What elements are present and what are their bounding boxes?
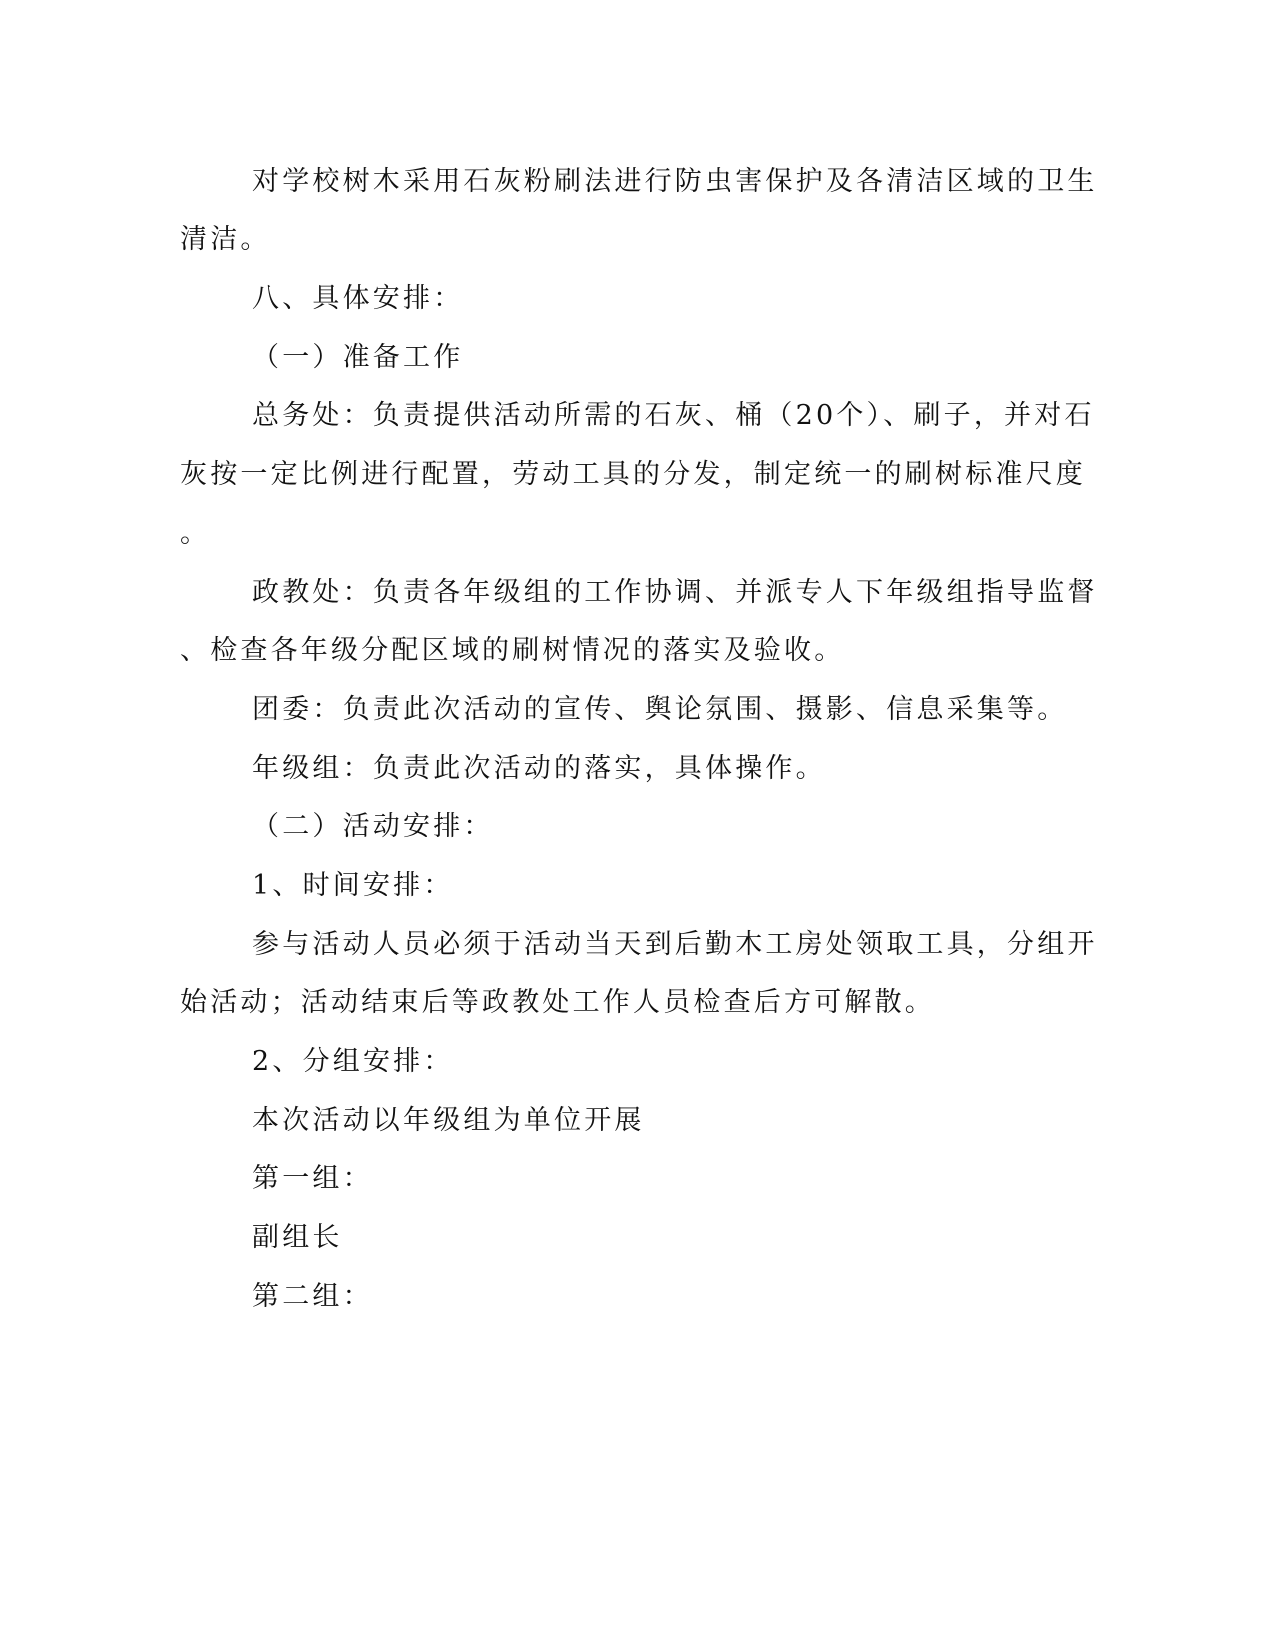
list-heading: 1、时间安排： bbox=[252, 870, 454, 901]
paragraph-line: 团委：负责此次活动的宣传、舆论氛围、摄影、信息采集等。 bbox=[252, 694, 1068, 725]
paragraph-line: 总务处：负责提供活动所需的石灰、桶（20个）、刷子，并对石 bbox=[252, 400, 1095, 431]
paragraph-line: 灰按一定比例进行配置，劳动工具的分发，制定统一的刷树标准尺度 bbox=[180, 459, 1086, 490]
group-role: 副组长 bbox=[252, 1222, 343, 1253]
paragraph-line: 清洁。 bbox=[180, 224, 271, 255]
group-label: 第一组： bbox=[252, 1163, 373, 1194]
paragraph-line: 始活动；活动结束后等政教处工作人员检查后方可解散。 bbox=[180, 987, 935, 1018]
paragraph-line: 本次活动以年级组为单位开展 bbox=[252, 1105, 645, 1136]
subsection-heading: （二）活动安排： bbox=[252, 811, 494, 842]
paragraph-line: 参与活动人员必须于活动当天到后勤木工房处领取工具，分组开 bbox=[252, 929, 1098, 960]
group-label: 第二组： bbox=[252, 1281, 373, 1312]
section-heading: 八、具体安排： bbox=[252, 283, 464, 314]
subsection-heading: （一）准备工作 bbox=[252, 342, 464, 373]
paragraph-line: 政教处：负责各年级组的工作协调、并派专人下年级组指导监督 bbox=[252, 577, 1098, 608]
paragraph-line: 对学校树木采用石灰粉刷法进行防虫害保护及各清洁区域的卫生 bbox=[252, 166, 1098, 197]
paragraph-line: 年级组：负责此次活动的落实，具体操作。 bbox=[252, 753, 826, 784]
list-heading: 2、分组安排： bbox=[252, 1046, 454, 1077]
paragraph-line: 。 bbox=[180, 518, 211, 549]
paragraph-line: 、检查各年级分配区域的刷树情况的落实及验收。 bbox=[180, 635, 845, 666]
